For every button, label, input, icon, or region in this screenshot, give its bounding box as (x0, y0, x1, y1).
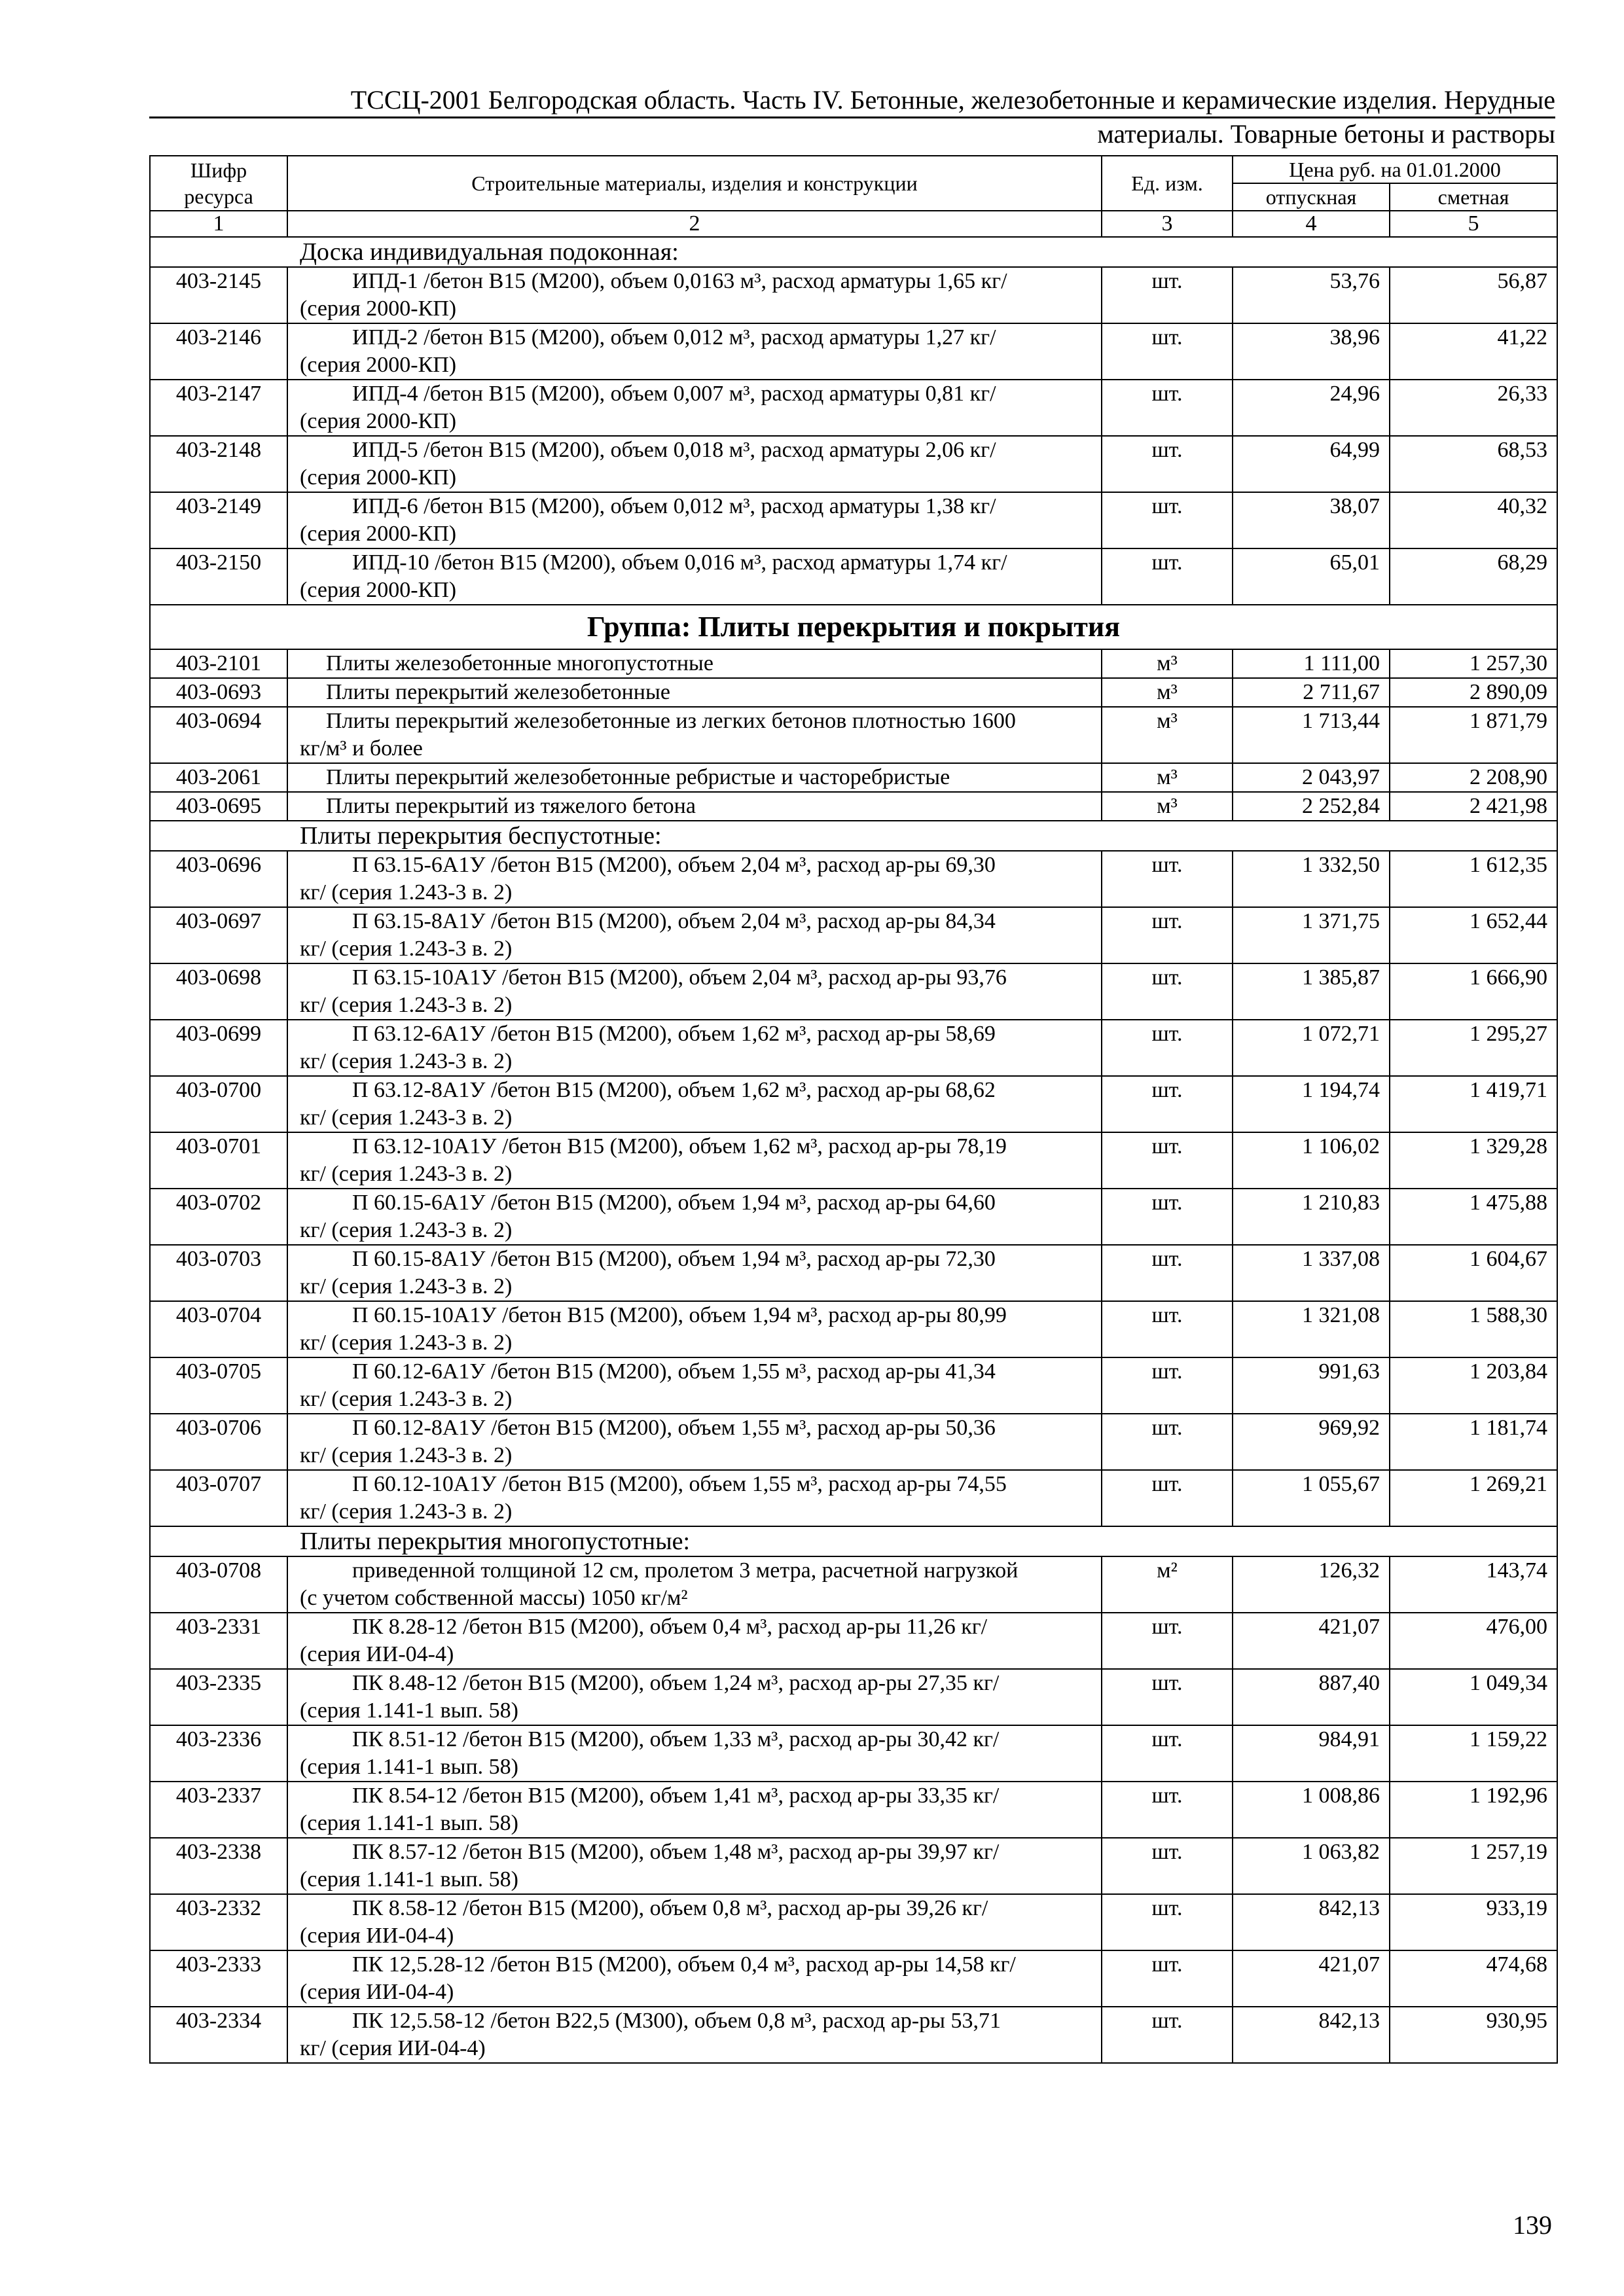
description-continuation: кг/ (серия 1.243-3 в. 2) (300, 880, 513, 905)
release-price: 887,40 (1233, 1669, 1390, 1725)
estimate-price: 1 604,67 (1390, 1245, 1557, 1301)
estimate-price: 143,74 (1390, 1556, 1557, 1613)
table-row (150, 1414, 1557, 1470)
release-price: 991,63 (1233, 1357, 1390, 1414)
description-line: Плиты перекрытий железобетонные ребристые и часторебристые (326, 765, 950, 789)
table-row (150, 707, 1557, 763)
resource-code: 403-2147 (150, 380, 287, 436)
unit-of-measure: шт. (1102, 1414, 1233, 1470)
description-continuation: кг/ (серия 1.243-3 в. 2) (300, 937, 513, 961)
description-continuation: кг/м³ и более (300, 736, 423, 761)
group-heading: Группа: Плиты перекрытия и покрытия (150, 605, 1557, 649)
resource-code: 403-0694 (150, 707, 287, 763)
material-description (287, 1838, 1102, 1894)
unit-of-measure: шт. (1102, 1301, 1233, 1357)
description-line: П 63.15-8А1У /бетон В15 (М200), объем 2,04 м³, расход ар-ры 84,34 (352, 909, 996, 933)
unit-of-measure: шт. (1102, 1245, 1233, 1301)
table-row (150, 1132, 1557, 1189)
resource-code: 403-2337 (150, 1782, 287, 1838)
release-price: 1 063,82 (1233, 1838, 1390, 1894)
estimate-price: 1 203,84 (1390, 1357, 1557, 1414)
header-subtitle: материалы. Товарные бетоны и растворы (1097, 119, 1555, 149)
description-continuation: кг/ (серия 1.243-3 в. 2) (300, 1499, 513, 1524)
description-line: ПК 12,5.58-12 /бетон В22,5 (М300), объем 0,8 м³, расход ар-ры 53,71 (352, 2009, 1001, 2033)
table-row (150, 380, 1557, 436)
description-line: П 60.15-10А1У /бетон В15 (М200), объем 1,94 м³, расход ар-ры 80,99 (352, 1303, 1007, 1327)
material-description (287, 2007, 1102, 2063)
release-price: 1 385,87 (1233, 963, 1390, 1020)
header-price: Цена руб. на 01.01.2000 (1233, 156, 1557, 183)
description-line: П 60.12-10А1У /бетон В15 (М200), объем 1,55 м³, расход ар-ры 74,55 (352, 1472, 1007, 1496)
estimate-price: 26,33 (1390, 380, 1557, 436)
section-heading-row (150, 237, 1557, 267)
section-heading-row (150, 1526, 1557, 1556)
estimate-price: 2 890,09 (1390, 678, 1557, 707)
unit-of-measure: шт. (1102, 1894, 1233, 1950)
unit-of-measure: м³ (1102, 649, 1233, 678)
description-continuation: (серия 1.141-1 вып. 58) (300, 1811, 518, 1835)
table-row (150, 649, 1557, 678)
unit-of-measure: шт. (1102, 1725, 1233, 1782)
description-continuation: (серия ИИ-04-4) (300, 1642, 454, 1666)
description-continuation: (серия 2000-КП) (300, 353, 457, 377)
description-continuation: (серия 2000-КП) (300, 578, 457, 602)
table-row (150, 1613, 1557, 1669)
description-continuation: кг/ (серия 1.243-3 в. 2) (300, 1274, 513, 1299)
estimate-price: 68,29 (1390, 548, 1557, 605)
estimate-price: 1 329,28 (1390, 1132, 1557, 1189)
material-description (287, 907, 1102, 963)
description-line: Плиты железобетонные многопустотные (326, 651, 713, 675)
resource-code: 403-2338 (150, 1838, 287, 1894)
release-price: 421,07 (1233, 1613, 1390, 1669)
material-description (287, 678, 1102, 707)
material-description (287, 1132, 1102, 1189)
page-header (149, 84, 1555, 150)
release-price: 1 337,08 (1233, 1245, 1390, 1301)
resource-code: 403-0706 (150, 1414, 287, 1470)
description-continuation: (серия 2000-КП) (300, 522, 457, 546)
description-line: ПК 8.58-12 /бетон В15 (М200), объем 0,8 м³, расход ар-ры 39,26 кг/ (352, 1896, 988, 1920)
col-num-4: 4 (1233, 211, 1390, 237)
section-heading: Плиты перекрытия многопустотные: (150, 1526, 1557, 1556)
release-price: 1 072,71 (1233, 1020, 1390, 1076)
resource-code: 403-2148 (150, 436, 287, 492)
unit-of-measure: м³ (1102, 792, 1233, 821)
estimate-price: 68,53 (1390, 436, 1557, 492)
table-row (150, 763, 1557, 792)
estimate-price: 1 295,27 (1390, 1020, 1557, 1076)
table-row (150, 1301, 1557, 1357)
resource-code: 403-2149 (150, 492, 287, 548)
description-continuation: (серия 2000-КП) (300, 296, 457, 321)
description-line: ИПД-4 /бетон В15 (М200), объем 0,007 м³, расход арматуры 0,81 кг/ (352, 382, 996, 406)
release-price: 24,96 (1233, 380, 1390, 436)
release-price: 1 713,44 (1233, 707, 1390, 763)
unit-of-measure: м³ (1102, 763, 1233, 792)
resource-code: 403-0704 (150, 1301, 287, 1357)
material-description (287, 1020, 1102, 1076)
table-row (150, 1838, 1557, 1894)
header-unit: Ед. изм. (1102, 156, 1233, 211)
table-row (150, 963, 1557, 1020)
table-row (150, 436, 1557, 492)
description-continuation: (серия 1.141-1 вып. 58) (300, 1755, 518, 1779)
price-table (149, 155, 1558, 2064)
header-estimate: сметная (1390, 183, 1557, 211)
table-row (150, 1470, 1557, 1526)
estimate-price: 1 871,79 (1390, 707, 1557, 763)
page-number: 139 (1513, 2210, 1552, 2240)
unit-of-measure: шт. (1102, 907, 1233, 963)
release-price: 1 371,75 (1233, 907, 1390, 963)
resource-code: 403-2336 (150, 1725, 287, 1782)
description-continuation: кг/ (серия 1.243-3 в. 2) (300, 1443, 513, 1467)
release-price: 64,99 (1233, 436, 1390, 492)
resource-code: 403-2332 (150, 1894, 287, 1950)
header-name: Строительные материалы, изделия и конструкции (287, 156, 1102, 211)
material-description (287, 436, 1102, 492)
description-line: ПК 8.57-12 /бетон В15 (М200), объем 1,48 м³, расход ар-ры 39,97 кг/ (352, 1840, 1000, 1864)
section-heading: Доска индивидуальная подоконная: (150, 237, 1557, 267)
estimate-price: 930,95 (1390, 2007, 1557, 2063)
estimate-price: 1 269,21 (1390, 1470, 1557, 1526)
description-line: ИПД-10 /бетон В15 (М200), объем 0,016 м³, расход арматуры 1,74 кг/ (352, 550, 1007, 575)
col-num-1: 1 (150, 211, 287, 237)
estimate-price: 1 257,30 (1390, 649, 1557, 678)
description-line: П 63.12-6А1У /бетон В15 (М200), объем 1,62 м³, расход ар-ры 58,69 (352, 1022, 996, 1046)
description-line: П 63.12-8А1У /бетон В15 (М200), объем 1,62 м³, расход ар-ры 68,62 (352, 1078, 996, 1102)
description-line: П 60.15-6А1У /бетон В15 (М200), объем 1,94 м³, расход ар-ры 64,60 (352, 1191, 996, 1215)
resource-code: 403-0703 (150, 1245, 287, 1301)
description-line: ПК 8.54-12 /бетон В15 (М200), объем 1,41 м³, расход ар-ры 33,35 кг/ (352, 1784, 1000, 1808)
description-line: ИПД-6 /бетон В15 (М200), объем 0,012 м³, расход арматуры 1,38 кг/ (352, 494, 996, 518)
resource-code: 403-0697 (150, 907, 287, 963)
description-continuation: кг/ (серия 1.243-3 в. 2) (300, 1331, 513, 1355)
resource-code: 403-0707 (150, 1470, 287, 1526)
table-row (150, 323, 1557, 380)
header-title: ТССЦ-2001 Белгородская область. Часть IV. Бетонные, железобетонные и керамические изделия. Нерудные (350, 85, 1555, 115)
resource-code: 403-2061 (150, 763, 287, 792)
release-price: 65,01 (1233, 548, 1390, 605)
description-continuation: (с учетом собственной массы) 1050 кг/м² (300, 1586, 688, 1610)
material-description (287, 851, 1102, 907)
resource-code: 403-2150 (150, 548, 287, 605)
table-row (150, 548, 1557, 605)
material-description (287, 1245, 1102, 1301)
estimate-price: 41,22 (1390, 323, 1557, 380)
material-description (287, 963, 1102, 1020)
description-continuation: кг/ (серия 1.243-3 в. 2) (300, 1218, 513, 1242)
resource-code: 403-0702 (150, 1189, 287, 1245)
resource-code: 403-2145 (150, 267, 287, 323)
release-price: 2 043,97 (1233, 763, 1390, 792)
resource-code: 403-0693 (150, 678, 287, 707)
resource-code: 403-0705 (150, 1357, 287, 1414)
table-row (150, 1725, 1557, 1782)
material-description (287, 1782, 1102, 1838)
material-description (287, 1669, 1102, 1725)
description-line: ПК 8.51-12 /бетон В15 (М200), объем 1,33 м³, расход ар-ры 30,42 кг/ (352, 1727, 1000, 1751)
description-line: ПК 12,5.28-12 /бетон В15 (М200), объем 0,4 м³, расход ар-ры 14,58 кг/ (352, 1952, 1016, 1977)
material-description (287, 1725, 1102, 1782)
release-price: 842,13 (1233, 1894, 1390, 1950)
material-description (287, 763, 1102, 792)
release-price: 126,32 (1233, 1556, 1390, 1613)
table-row (150, 1357, 1557, 1414)
estimate-price: 1 159,22 (1390, 1725, 1557, 1782)
unit-of-measure: шт. (1102, 1189, 1233, 1245)
header-release: отпускная (1233, 183, 1390, 211)
table-row (150, 792, 1557, 821)
material-description (287, 323, 1102, 380)
table-row (150, 1245, 1557, 1301)
resource-code: 403-0699 (150, 1020, 287, 1076)
table-row (150, 1669, 1557, 1725)
table-row (150, 1189, 1557, 1245)
header-code: Шифр ресурса (150, 156, 287, 211)
resource-code: 403-2146 (150, 323, 287, 380)
resource-code: 403-0698 (150, 963, 287, 1020)
resource-code: 403-2334 (150, 2007, 287, 2063)
estimate-price: 476,00 (1390, 1613, 1557, 1669)
estimate-price: 1 257,19 (1390, 1838, 1557, 1894)
description-line: П 63.12-10А1У /бетон В15 (М200), объем 1,62 м³, расход ар-ры 78,19 (352, 1134, 1007, 1158)
table-row (150, 851, 1557, 907)
release-price: 969,92 (1233, 1414, 1390, 1470)
description-continuation: кг/ (серия 1.243-3 в. 2) (300, 1049, 513, 1073)
description-continuation: (серия 2000-КП) (300, 409, 457, 433)
resource-code: 403-0700 (150, 1076, 287, 1132)
release-price: 421,07 (1233, 1950, 1390, 2007)
description-line: ИПД-1 /бетон В15 (М200), объем 0,0163 м³, расход арматуры 1,65 кг/ (352, 269, 1007, 293)
material-description (287, 1414, 1102, 1470)
estimate-price: 933,19 (1390, 1894, 1557, 1950)
unit-of-measure: м² (1102, 1556, 1233, 1613)
material-description (287, 1076, 1102, 1132)
unit-of-measure: шт. (1102, 1669, 1233, 1725)
resource-code: 403-0695 (150, 792, 287, 821)
unit-of-measure: шт. (1102, 548, 1233, 605)
release-price: 1 210,83 (1233, 1189, 1390, 1245)
estimate-price: 2 421,98 (1390, 792, 1557, 821)
material-description (287, 649, 1102, 678)
material-description (287, 492, 1102, 548)
section-heading: Плиты перекрытия беспустотные: (150, 821, 1557, 851)
description-line: приведенной толщиной 12 см, пролетом 3 метра, расчетной нагрузкой (352, 1558, 1019, 1583)
description-line: ИПД-2 /бетон В15 (М200), объем 0,012 м³, расход арматуры 1,27 кг/ (352, 325, 996, 350)
description-continuation: (серия 2000-КП) (300, 465, 457, 490)
table-row (150, 1020, 1557, 1076)
description-continuation: кг/ (серия 1.243-3 в. 2) (300, 1105, 513, 1130)
release-price: 38,07 (1233, 492, 1390, 548)
table-row (150, 2007, 1557, 2063)
release-price: 38,96 (1233, 323, 1390, 380)
estimate-price: 1 049,34 (1390, 1669, 1557, 1725)
unit-of-measure: шт. (1102, 267, 1233, 323)
material-description (287, 1189, 1102, 1245)
description-line: ПК 8.28-12 /бетон В15 (М200), объем 0,4 м³, расход ар-ры 11,26 кг/ (352, 1615, 988, 1639)
estimate-price: 1 588,30 (1390, 1301, 1557, 1357)
estimate-price: 1 652,44 (1390, 907, 1557, 963)
unit-of-measure: м³ (1102, 707, 1233, 763)
resource-code: 403-2333 (150, 1950, 287, 2007)
table-row (150, 1950, 1557, 2007)
estimate-price: 1 612,35 (1390, 851, 1557, 907)
description-line: П 60.12-8А1У /бетон В15 (М200), объем 1,55 м³, расход ар-ры 50,36 (352, 1416, 996, 1440)
unit-of-measure: шт. (1102, 323, 1233, 380)
material-description (287, 707, 1102, 763)
description-continuation: кг/ (серия 1.243-3 в. 2) (300, 993, 513, 1017)
release-price: 1 008,86 (1233, 1782, 1390, 1838)
description-line: Плиты перекрытий из тяжелого бетона (326, 794, 696, 818)
col-num-2: 2 (287, 211, 1102, 237)
unit-of-measure: шт. (1102, 1132, 1233, 1189)
table-row (150, 1556, 1557, 1613)
table-row (150, 678, 1557, 707)
description-line: ИПД-5 /бетон В15 (М200), объем 0,018 м³, расход арматуры 2,06 кг/ (352, 438, 996, 462)
estimate-price: 1 192,96 (1390, 1782, 1557, 1838)
description-line: П 60.15-8А1У /бетон В15 (М200), объем 1,94 м³, расход ар-ры 72,30 (352, 1247, 996, 1271)
material-description (287, 1894, 1102, 1950)
unit-of-measure: шт. (1102, 1357, 1233, 1414)
section-heading-row (150, 821, 1557, 851)
release-price: 53,76 (1233, 267, 1390, 323)
resource-code: 403-2101 (150, 649, 287, 678)
description-continuation: (серия ИИ-04-4) (300, 1924, 454, 1948)
material-description (287, 1950, 1102, 2007)
estimate-price: 2 208,90 (1390, 763, 1557, 792)
release-price: 1 321,08 (1233, 1301, 1390, 1357)
release-price: 1 332,50 (1233, 851, 1390, 907)
table-row (150, 1782, 1557, 1838)
release-price: 984,91 (1233, 1725, 1390, 1782)
unit-of-measure: шт. (1102, 492, 1233, 548)
release-price: 1 111,00 (1233, 649, 1390, 678)
unit-of-measure: шт. (1102, 436, 1233, 492)
material-description (287, 380, 1102, 436)
estimate-price: 56,87 (1390, 267, 1557, 323)
unit-of-measure: м³ (1102, 678, 1233, 707)
unit-of-measure: шт. (1102, 1782, 1233, 1838)
release-price: 2 252,84 (1233, 792, 1390, 821)
estimate-price: 1 666,90 (1390, 963, 1557, 1020)
resource-code: 403-2335 (150, 1669, 287, 1725)
description-continuation: кг/ (серия 1.243-3 в. 2) (300, 1162, 513, 1186)
unit-of-measure: шт. (1102, 1470, 1233, 1526)
description-line: ПК 8.48-12 /бетон В15 (М200), объем 1,24 м³, расход ар-ры 27,35 кг/ (352, 1671, 1000, 1695)
material-description (287, 1357, 1102, 1414)
unit-of-measure: шт. (1102, 851, 1233, 907)
description-line: П 60.12-6А1У /бетон В15 (М200), объем 1,55 м³, расход ар-ры 41,34 (352, 1359, 996, 1384)
unit-of-measure: шт. (1102, 2007, 1233, 2063)
description-continuation: (серия 1.141-1 вып. 58) (300, 1867, 518, 1892)
resource-code: 403-0701 (150, 1132, 287, 1189)
resource-code: 403-0696 (150, 851, 287, 907)
estimate-price: 474,68 (1390, 1950, 1557, 2007)
description-line: Плиты перекрытий железобетонные из легких бетонов плотностью 1600 (326, 709, 1016, 733)
table-row (150, 907, 1557, 963)
unit-of-measure: шт. (1102, 1613, 1233, 1669)
estimate-price: 1 419,71 (1390, 1076, 1557, 1132)
column-number-row (150, 211, 1557, 237)
description-continuation: (серия ИИ-04-4) (300, 1980, 454, 2004)
material-description (287, 792, 1102, 821)
description-line: П 63.15-10А1У /бетон В15 (М200), объем 2,04 м³, расход ар-ры 93,76 (352, 965, 1007, 990)
table-row (150, 267, 1557, 323)
group-heading-row (150, 605, 1557, 649)
table-row (150, 492, 1557, 548)
material-description (287, 1613, 1102, 1669)
material-description (287, 267, 1102, 323)
unit-of-measure: шт. (1102, 1076, 1233, 1132)
material-description (287, 1556, 1102, 1613)
resource-code: 403-0708 (150, 1556, 287, 1613)
material-description (287, 1470, 1102, 1526)
material-description (287, 1301, 1102, 1357)
release-price: 1 194,74 (1233, 1076, 1390, 1132)
release-price: 2 711,67 (1233, 678, 1390, 707)
estimate-price: 40,32 (1390, 492, 1557, 548)
col-num-5: 5 (1390, 211, 1557, 237)
unit-of-measure: шт. (1102, 1950, 1233, 2007)
release-price: 842,13 (1233, 2007, 1390, 2063)
unit-of-measure: шт. (1102, 380, 1233, 436)
release-price: 1 055,67 (1233, 1470, 1390, 1526)
estimate-price: 1 475,88 (1390, 1189, 1557, 1245)
table-row (150, 1894, 1557, 1950)
unit-of-measure: шт. (1102, 1020, 1233, 1076)
table-row (150, 1076, 1557, 1132)
table-header-row (150, 156, 1557, 183)
description-line: Плиты перекрытий железобетонные (326, 680, 670, 704)
resource-code: 403-2331 (150, 1613, 287, 1669)
release-price: 1 106,02 (1233, 1132, 1390, 1189)
description-continuation: кг/ (серия 1.243-3 в. 2) (300, 1387, 513, 1411)
estimate-price: 1 181,74 (1390, 1414, 1557, 1470)
description-continuation: (серия 1.141-1 вып. 58) (300, 1698, 518, 1723)
unit-of-measure: шт. (1102, 963, 1233, 1020)
material-description (287, 548, 1102, 605)
col-num-3: 3 (1102, 211, 1233, 237)
description-continuation: кг/ (серия ИИ-04-4) (300, 2036, 486, 2060)
unit-of-measure: шт. (1102, 1838, 1233, 1894)
description-line: П 63.15-6А1У /бетон В15 (М200), объем 2,04 м³, расход ар-ры 69,30 (352, 853, 996, 877)
